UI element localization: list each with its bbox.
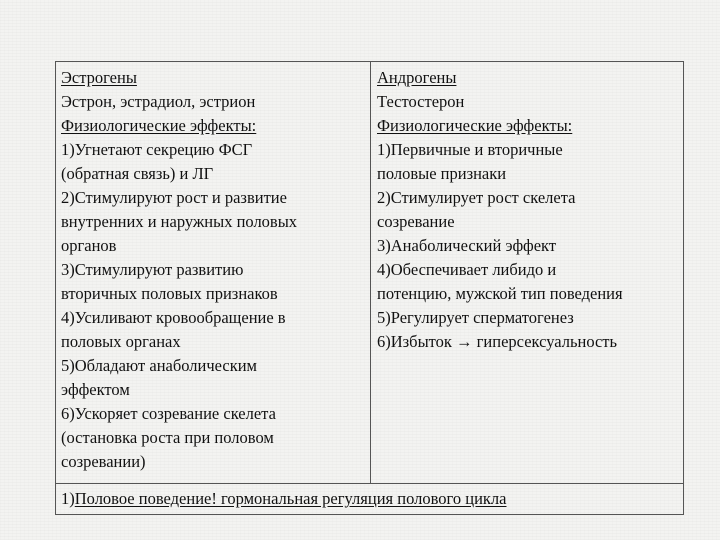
footer-text: Половое поведение! гормональная регуляция полового цикла (74, 489, 507, 508)
estrogens-line: 3)Стимулируют развитию (61, 260, 244, 279)
estrogens-line: половых органах (61, 332, 181, 351)
androgens-examples: Тестостерон (377, 92, 465, 111)
estrogens-effects-heading: Физиологические эффекты: (61, 116, 257, 135)
androgens-line: 6)Избыток → гиперсексуальность (377, 332, 618, 351)
androgens-column (370, 62, 683, 483)
androgens-line: 1)Первичные и вторичные (377, 140, 563, 159)
androgens-line: потенцию, мужской тип поведения (377, 284, 623, 303)
footer-prefix: 1) (61, 489, 75, 508)
androgens-line: 2)Стимулирует рост скелета (377, 188, 576, 207)
estrogens-examples: Эстрон, эстрадиол, эстрион (61, 92, 256, 111)
estrogens-column (56, 62, 370, 483)
estrogens-line: 6)Ускоряет созревание скелета (61, 404, 276, 423)
estrogens-heading: Эстрогены (61, 68, 137, 87)
androgens-line: 5)Регулирует сперматогенез (377, 308, 574, 327)
estrogens-line: 1)Угнетают секрецию ФСГ (61, 140, 253, 159)
androgens-line: 3)Анаболический эффект (377, 236, 557, 255)
estrogens-line: созревании) (61, 452, 146, 471)
androgens-line: половые признаки (377, 164, 507, 183)
estrogens-line: органов (61, 236, 117, 255)
estrogens-line: вторичных половых признаков (61, 284, 278, 303)
androgens-heading: Андрогены (377, 68, 457, 87)
estrogens-line: 4)Усиливают кровообращение в (61, 308, 286, 327)
estrogens-line: 2)Стимулируют рост и развитие (61, 188, 287, 207)
hormones-table (55, 61, 684, 515)
estrogens-line: (обратная связь) и ЛГ (61, 164, 214, 183)
androgens-line: созревание (377, 212, 455, 231)
androgens-line: 4)Обеспечивает либидо и (377, 260, 557, 279)
estrogens-line: 5)Обладают анаболическим (61, 356, 257, 375)
androgens-effects-heading: Физиологические эффекты: (377, 116, 573, 135)
footer-row (56, 483, 683, 514)
estrogens-line: внутренних и наружных половых (61, 212, 298, 231)
estrogens-line: (остановка роста при половом (61, 428, 274, 447)
estrogens-line: эффектом (61, 380, 130, 399)
